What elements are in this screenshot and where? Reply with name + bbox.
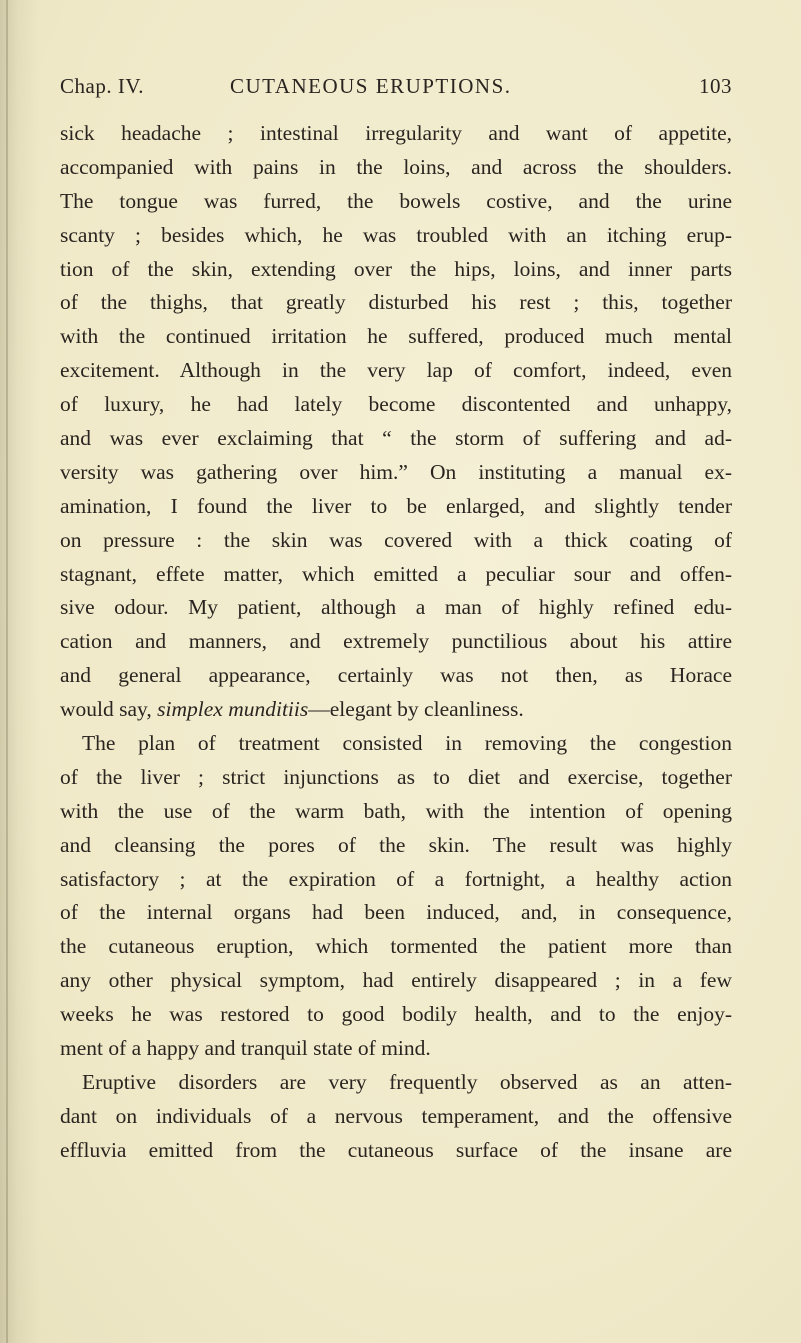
text-line: sick headache ; intestinal irregularity and want of appetite, (60, 121, 732, 145)
text-line: amination, I found the liver to be enlarged, and slightly tender (60, 493, 732, 518)
text-line: satisfactory ; at the expiration of a fortnight, a healthy action (60, 866, 732, 891)
text-line: of the thighs, that greatly disturbed his rest ; this, together (60, 290, 732, 315)
text-line-with-latin-quote (60, 693, 732, 727)
text-line: and was ever exclaiming that “ the storm of suffering and ad- (60, 426, 732, 451)
text-line: sive odour. My patient, although a man of highly refined edu- (60, 595, 732, 620)
text-line: dant on individuals of a nervous temperament, and the offensive (60, 1103, 732, 1128)
text-segment: —elegant by cleanliness. (308, 697, 524, 722)
text-line: tion of the skin, extending over the hips, loins, and inner parts (60, 256, 732, 281)
text-line: any other physical symptom, had entirely disappeared ; in a few (60, 968, 732, 993)
paragraph-start-line: Eruptive disorders are very frequently observed as an atten- (82, 1069, 732, 1094)
page-number: 103 (699, 74, 732, 98)
text-line: excitement. Although in the very lap of comfort, indeed, even (60, 358, 732, 383)
page-gutter (6, 0, 8, 1343)
text-segment: would say, (60, 697, 158, 722)
text-line: and cleansing the pores of the skin. The result was highly (60, 832, 732, 857)
paragraph-start-line: The plan of treatment consisted in removing the congestion (82, 731, 732, 756)
text-line: of the liver ; strict injunctions as to diet and exercise, together (60, 764, 732, 789)
text-line: of luxury, he had lately become discontented and unhappy, (60, 392, 732, 417)
text-line: the cutaneous eruption, which tormented the patient more than (60, 934, 732, 959)
text-line: with the use of the warm bath, with the intention of opening (60, 798, 732, 823)
text-line: The tongue was furred, the bowels costive, and the urine (60, 188, 732, 213)
text-line: accompanied with pains in the loins, and across the shoulders. (60, 154, 732, 179)
text-line: of the internal organs had been induced, and, in consequence, (60, 900, 732, 925)
text-line: on pressure : the skin was covered with a thick coating of (60, 527, 732, 552)
text-line: scanty ; besides which, he was troubled with an itching erup- (60, 222, 732, 247)
text-line: with the continued irritation he suffered, produced much mental (60, 324, 732, 349)
text-line: effluvia emitted from the cutaneous surface of the insane are (60, 1137, 732, 1162)
text-line: cation and manners, and extremely punctilious about his attire (60, 629, 732, 654)
running-header (60, 74, 732, 104)
text-line: ment of a happy and tranquil state of mind. (60, 1036, 431, 1061)
latin-phrase: simplex munditiis (157, 697, 309, 722)
text-line: stagnant, effete matter, which emitted a peculiar sour and offen- (60, 561, 732, 586)
text-line: and general appearance, certainly was not then, as Horace (60, 663, 732, 688)
body-text (60, 117, 732, 1168)
text-line: versity was gathering over him.” On instituting a manual ex- (60, 459, 732, 484)
chapter-label: Chap. IV. (60, 74, 145, 98)
text-line: weeks he was restored to good bodily health, and to the enjoy- (60, 1002, 732, 1027)
running-title: CUTANEOUS ERUPTIONS. (230, 74, 512, 98)
